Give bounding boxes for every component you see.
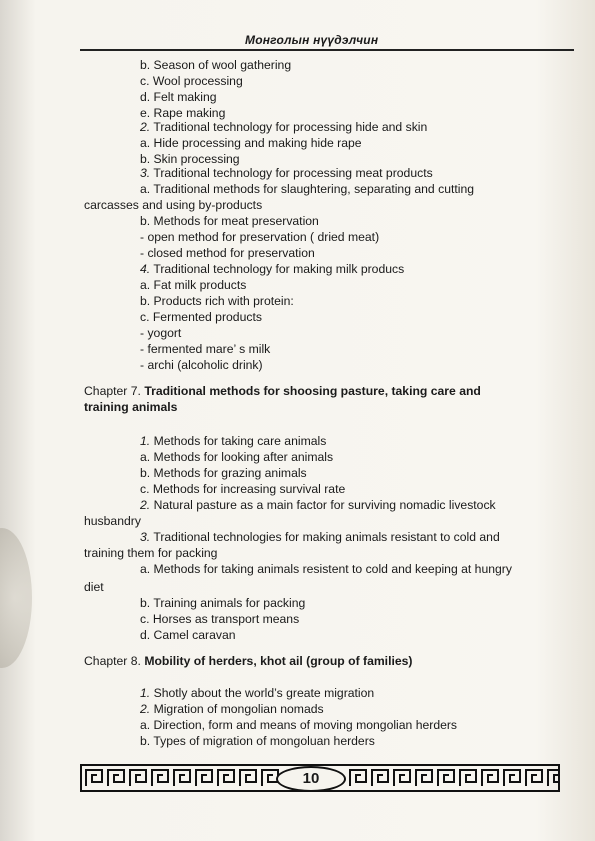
chapter-heading: Chapter 7. Traditional methods for shoosing pasture, taking care and [84, 384, 481, 398]
chapter-heading: training animals [84, 400, 178, 414]
toc-line: b. Training animals for packing [140, 596, 306, 610]
toc-line: - fermented mare’ s milk [140, 342, 271, 356]
toc-line: - archi (alcoholic drink) [140, 358, 263, 372]
toc-line: 2. Traditional technology for processing hide and skin [140, 120, 428, 134]
toc-line: 1. Shotly about the world’s greate migration [140, 686, 375, 700]
toc-line: b. Skin processing [140, 152, 240, 166]
toc-line: 2. Natural pasture as a main factor for surviving nomadic livestock [140, 498, 496, 512]
toc-line: husbandry [84, 514, 141, 528]
key-motif [416, 770, 432, 786]
key-motif [152, 770, 168, 786]
item-number: 3. [140, 166, 151, 180]
key-motif [108, 770, 124, 786]
toc-line: 2. Migration of mongolian nomads [140, 702, 324, 716]
key-motif [482, 770, 498, 786]
toc-line: b. Methods for meat preservation [140, 214, 319, 228]
toc-line: b. Methods for grazing animals [140, 466, 307, 480]
toc-line: training them for packing [84, 546, 218, 560]
header-rule [80, 49, 574, 51]
key-motif [174, 770, 190, 786]
item-number: 1. [140, 686, 151, 700]
binding-shadow [0, 528, 32, 668]
toc-line: c. Methods for increasing survival rate [140, 482, 346, 496]
toc-line: b. Season of wool gathering [140, 58, 292, 72]
running-header: Монголын нүүдэлчин [245, 33, 379, 47]
item-number: 2. [140, 498, 151, 512]
toc-line: a. Fat milk products [140, 278, 247, 292]
toc-line: a. Direction, form and means of moving mongolian herders [140, 718, 458, 732]
toc-line: carcasses and using by-products [84, 198, 263, 212]
footer-ornament [80, 764, 560, 792]
toc-line: b. Types of migration of mongoluan herders [140, 734, 375, 748]
toc-line: b. Products rich with protein: [140, 294, 294, 308]
key-motif [86, 770, 102, 786]
key-motif [460, 770, 476, 786]
key-motif [240, 770, 256, 786]
toc-line: 4. Traditional technology for making milk producs [140, 262, 405, 276]
item-number: 2. [140, 702, 151, 716]
toc-line: 3. Traditional technologies for making animals resistant to cold and [140, 530, 500, 544]
toc-line: diet [84, 580, 104, 594]
item-number: 3. [140, 530, 151, 544]
key-motif [372, 770, 388, 786]
toc-line: d. Felt making [140, 90, 217, 104]
toc-line: a. Methods for taking animals resistent to cold and keeping at hungry [140, 562, 512, 576]
chapter-heading: Chapter 8. Mobility of herders, khot ail (group of families) [84, 654, 413, 668]
chapter-label: Chapter 8. [84, 654, 141, 668]
key-motif [526, 770, 542, 786]
item-number: 4. [140, 262, 151, 276]
key-motif [394, 770, 410, 786]
key-motif [438, 770, 454, 786]
toc-line: c. Wool processing [140, 74, 243, 88]
chapter-label: Chapter 7. [84, 384, 141, 398]
toc-line: c. Horses as transport means [140, 612, 300, 626]
item-number: 1. [140, 434, 151, 448]
toc-line: a. Hide processing and making hide rape [140, 136, 362, 150]
toc-line: - open method for preservation ( dried meat) [140, 230, 380, 244]
toc-line: a. Methods for looking after animals [140, 450, 334, 464]
toc-line: - yogort [140, 326, 182, 340]
toc-line: - closed method for preservation [140, 246, 315, 260]
key-motif [504, 770, 520, 786]
page-number: 10 [276, 766, 346, 792]
key-motif [196, 770, 212, 786]
toc-line: 1. Methods for taking care animals [140, 434, 327, 448]
toc-line: c. Fermented products [140, 310, 262, 324]
toc-line: 3. Traditional technology for processing meat products [140, 166, 433, 180]
key-motif [218, 770, 234, 786]
item-number: 2. [140, 120, 151, 134]
key-motif [350, 770, 366, 786]
key-motif [130, 770, 146, 786]
toc-line: e. Rape making [140, 106, 226, 120]
toc-line: d. Camel caravan [140, 628, 236, 642]
toc-line: a. Traditional methods for slaughtering, separating and cutting [140, 182, 475, 196]
